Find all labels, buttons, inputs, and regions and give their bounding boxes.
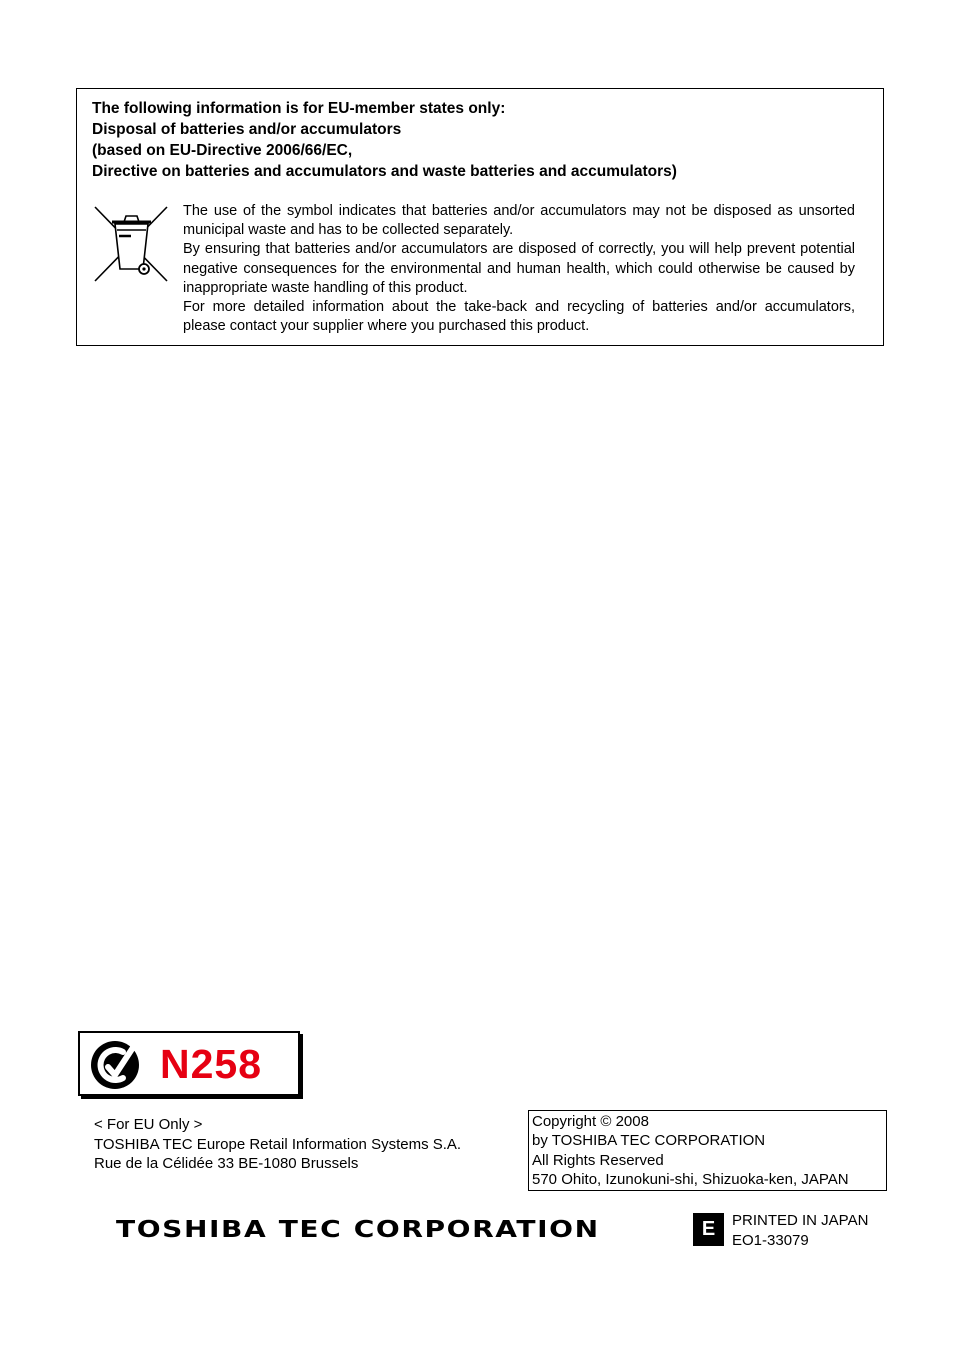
heading-line: The following information is for EU-member states only:	[92, 100, 506, 117]
notice-body	[183, 202, 855, 336]
heading-line: (based on EU-Directive 2006/66/EC,	[92, 142, 353, 159]
c-tick-icon	[90, 1040, 140, 1090]
copyright-line: 570 Ohito, Izunokuni-shi, Shizuoka-ken, JAPAN	[532, 1170, 849, 1188]
print-info	[732, 1211, 868, 1250]
c-tick-compliance-mark	[78, 1031, 300, 1096]
language-badge: E	[693, 1213, 724, 1246]
heading-line: Directive on batteries and accumulators and waste batteries and accumulators)	[92, 163, 677, 180]
notice-heading	[92, 98, 872, 182]
notice-paragraph: By ensuring that batteries and/or accumulators are disposed of correctly, you will help prevent potential negative consequences for the environmental and human health, which could otherwise be caused by inappropriate waste handling of this product.	[183, 241, 855, 296]
copyright-notice	[528, 1110, 887, 1191]
notice-paragraph: For more detailed information about the take-back and recycling of batteries and/or accumulators, please contact your supplier where you purchased this product.	[183, 299, 855, 335]
address-line: < For EU Only >	[94, 1116, 203, 1133]
compliance-code: N258	[160, 1041, 263, 1087]
copyright-line: by TOSHIBA TEC CORPORATION	[532, 1132, 766, 1150]
address-line: TOSHIBA TEC Europe Retail Information Systems S.A.	[94, 1135, 462, 1153]
copyright-line: All Rights Reserved	[532, 1151, 664, 1169]
company-logo-text: TOSHIBA TEC CORPORATION	[116, 1217, 600, 1243]
eu-contact-address	[94, 1115, 461, 1174]
crossed-out-wheelie-bin-icon	[93, 203, 169, 283]
notice-paragraph: The use of the symbol indicates that batteries and/or accumulators may not be disposed as unsorted municipal waste and has to be collected separately.	[183, 203, 855, 239]
address-line: Rue de la Célidée 33 BE-1080 Brussels	[94, 1155, 359, 1172]
copyright-line: Copyright © 2008	[532, 1113, 649, 1130]
heading-line: Disposal of batteries and/or accumulators	[92, 121, 402, 138]
eu-disposal-notice	[76, 88, 884, 346]
document-number: EO1-33079	[732, 1231, 809, 1249]
printed-in-label: PRINTED IN JAPAN	[732, 1212, 869, 1229]
